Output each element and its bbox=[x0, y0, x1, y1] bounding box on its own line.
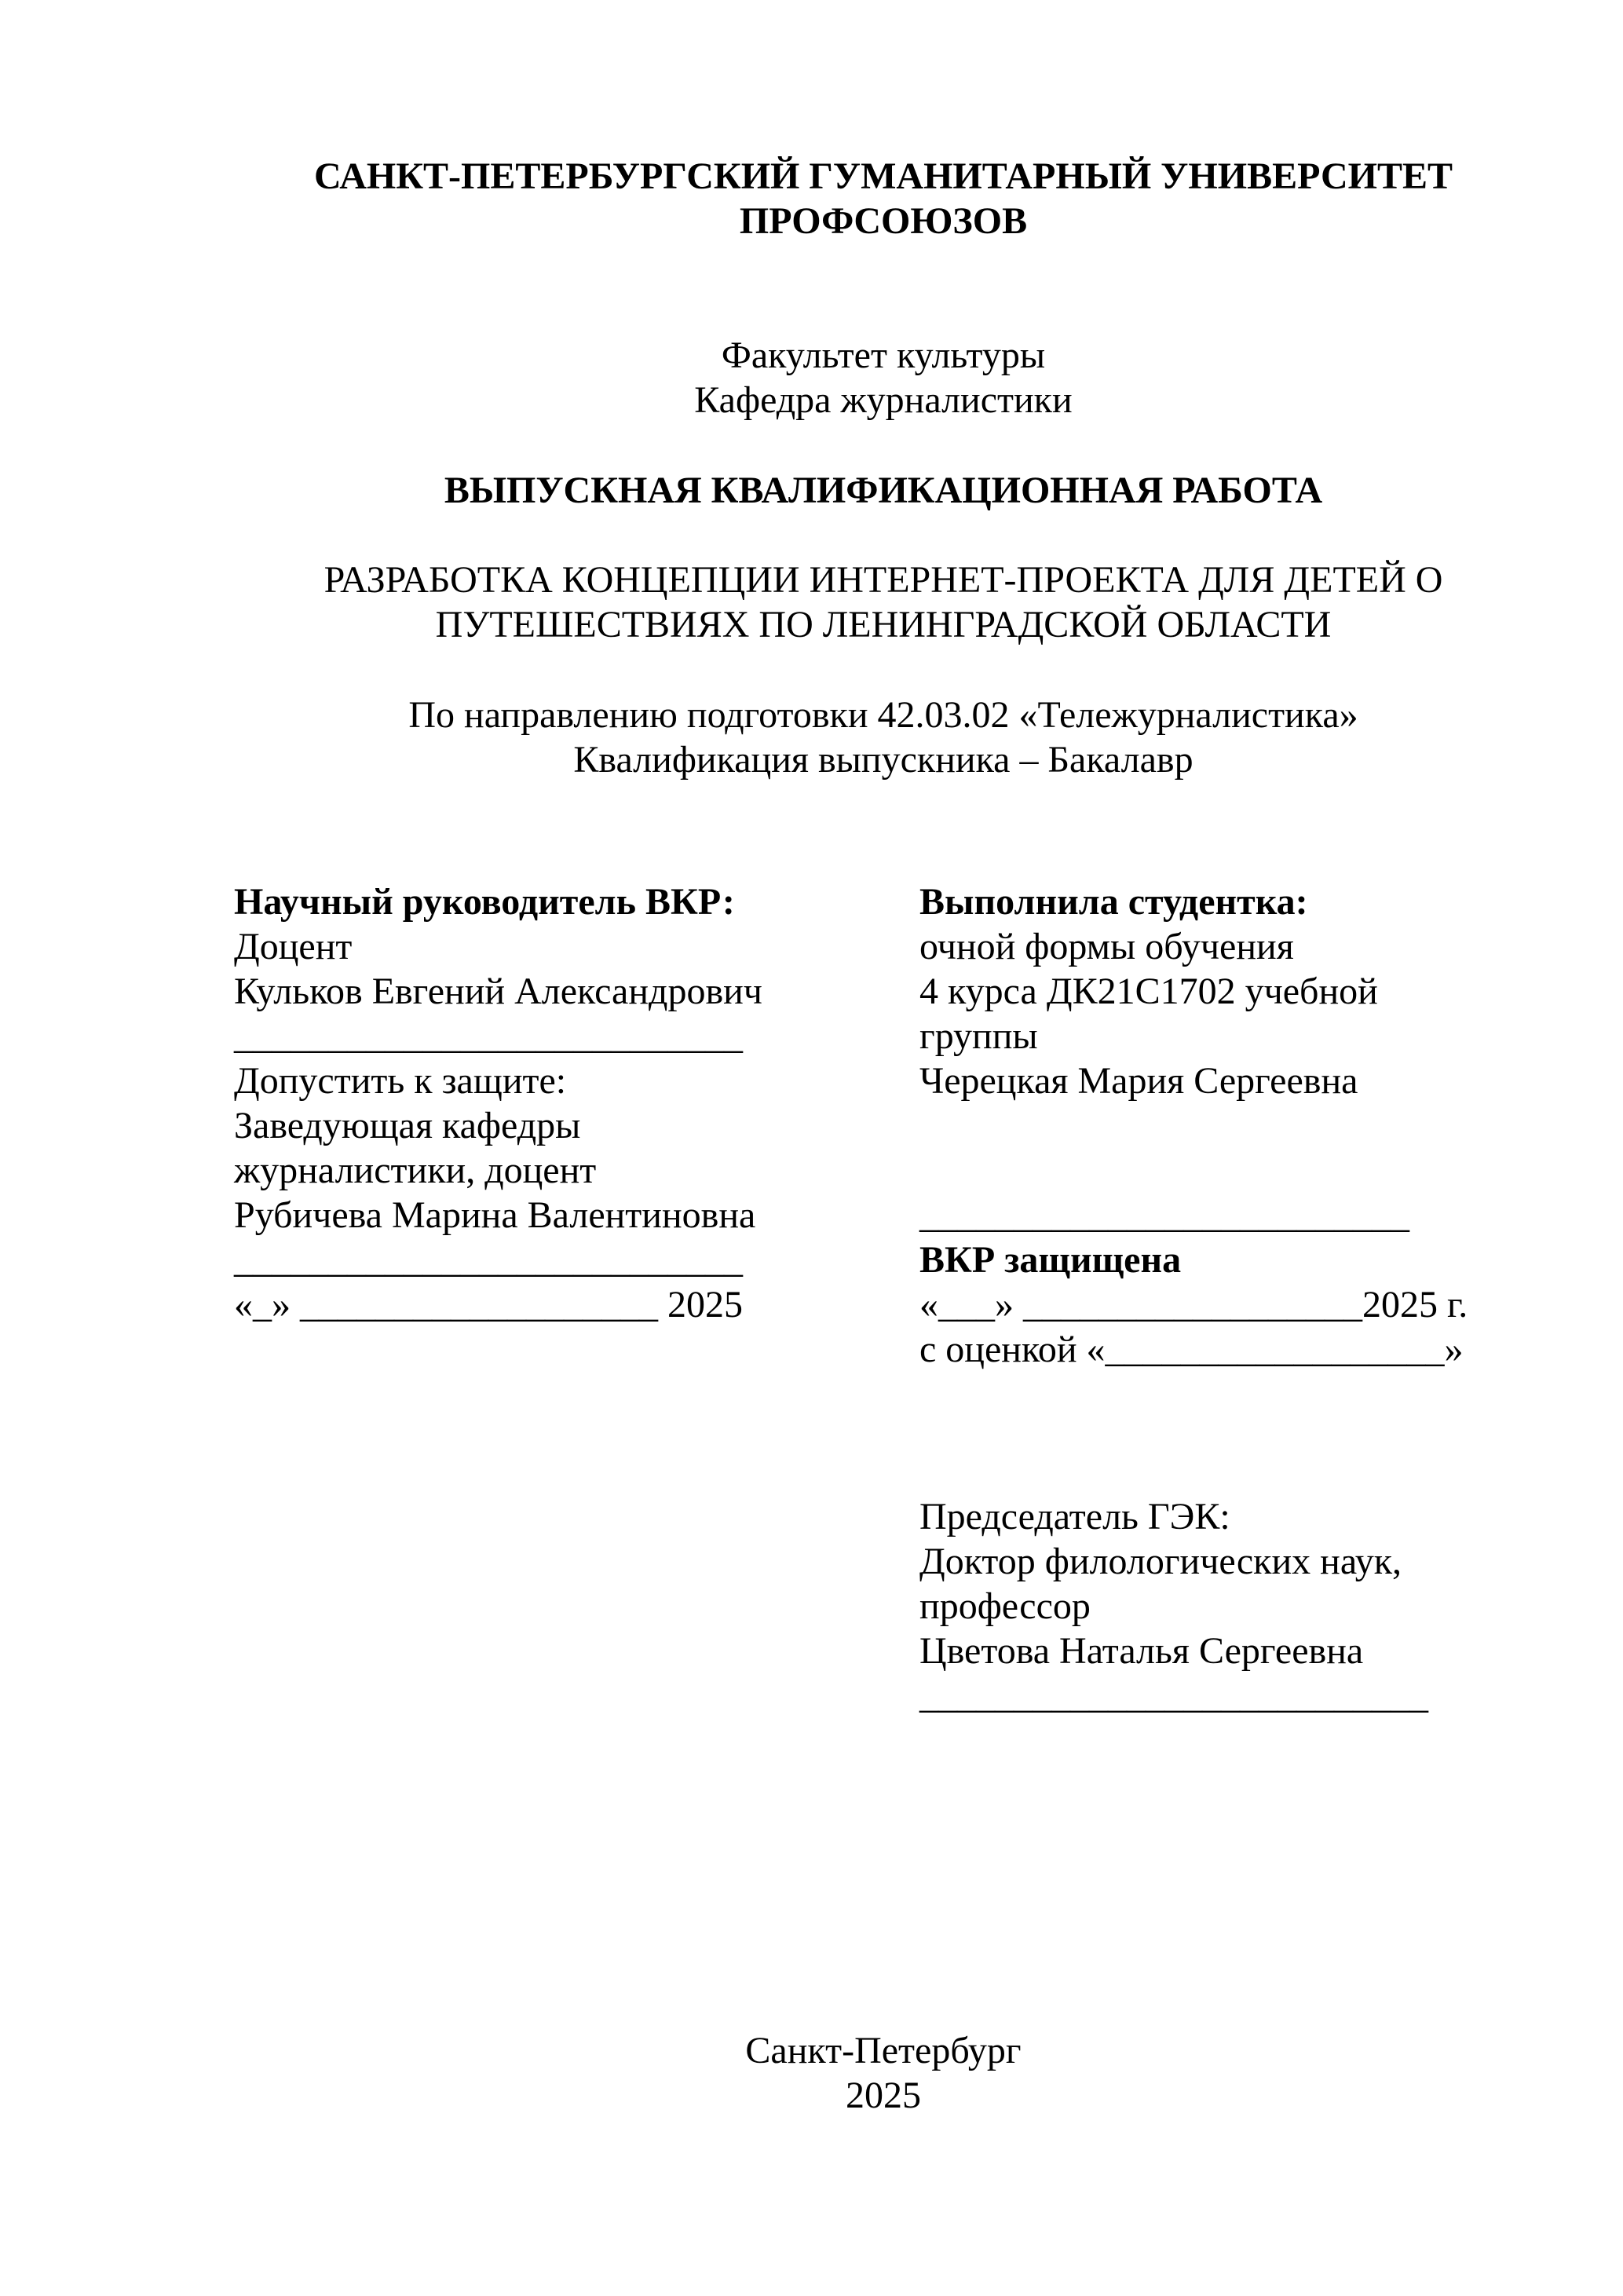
university-name-line2: ПРОФСОЮЗОВ bbox=[739, 200, 1028, 242]
direction-line: По направлению подготовки 42.03.02 «Тележурналистика» bbox=[408, 694, 1358, 736]
student-info-line1: очной формы обучения bbox=[919, 926, 1294, 967]
grade-line: с оценкой «__________________» bbox=[919, 1329, 1464, 1370]
faculty-block bbox=[234, 333, 1533, 422]
committee-label: Председатель ГЭК: bbox=[919, 1496, 1230, 1537]
admit-position-line1: Заведующая кафедры bbox=[234, 1105, 581, 1146]
admit-label: Допустить к защите: bbox=[234, 1060, 567, 1102]
work-type-line: ВЫПУСКНАЯ КВАЛИФИКАЦИОННАЯ РАБОТА bbox=[444, 470, 1323, 511]
student-signature-line: __________________________ bbox=[919, 1194, 1409, 1236]
qualification-line: Квалификация выпускника – Бакалавр bbox=[573, 739, 1193, 781]
university-name-line1: САНКТ-ПЕТЕРБУРГСКИЙ ГУМАНИТАРНЫЙ УНИВЕРСИТЕТ bbox=[313, 155, 1453, 197]
committee-block bbox=[919, 1494, 1548, 1718]
student-name: Черецкая Мария Сергеевна bbox=[919, 1060, 1358, 1102]
defended-label: ВКР защищена bbox=[919, 1239, 1182, 1281]
footer-year: 2025 bbox=[846, 2075, 921, 2116]
blank-line bbox=[919, 1103, 1548, 1148]
student-block bbox=[919, 879, 1548, 1372]
university-name bbox=[234, 154, 1533, 243]
admit-signature-line: ___________________________ bbox=[234, 1239, 743, 1281]
admit-date-line: «_» ___________________ 2025 bbox=[234, 1284, 743, 1325]
committee-signature-line: ___________________________ bbox=[919, 1675, 1428, 1717]
admit-position-line2: журналистики, доцент bbox=[234, 1150, 597, 1191]
student-label: Выполнила студентка: bbox=[919, 881, 1308, 923]
footer-city: Санкт-Петербург bbox=[745, 2030, 1022, 2071]
defended-date-line: «___» __________________2025 г. bbox=[919, 1284, 1468, 1325]
work-type-heading bbox=[234, 468, 1533, 513]
supervisor-position: Доцент bbox=[234, 926, 353, 967]
department-line: Кафедра журналистики bbox=[694, 379, 1073, 421]
supervisor-signature-line: ___________________________ bbox=[234, 1015, 743, 1057]
direction-block bbox=[234, 693, 1533, 782]
blank-line bbox=[919, 1148, 1548, 1193]
admit-name: Рубичева Марина Валентиновна bbox=[234, 1194, 756, 1236]
supervisor-label: Научный руководитель ВКР: bbox=[234, 881, 735, 923]
student-info-line2: 4 курса ДК21С1702 учебной bbox=[919, 971, 1378, 1012]
thesis-title-line2: ПУТЕШЕСТВИЯХ ПО ЛЕНИНГРАДСКОЙ ОБЛАСТИ bbox=[435, 604, 1332, 645]
thesis-title bbox=[234, 558, 1533, 647]
committee-name: Цветова Наталья Сергеевна bbox=[919, 1630, 1364, 1672]
supervisor-block bbox=[234, 879, 862, 1327]
student-info-line3: группы bbox=[919, 1015, 1038, 1057]
thesis-title-line1: РАЗРАБОТКА КОНЦЕПЦИИ ИНТЕРНЕТ-ПРОЕКТА ДЛЯ ДЕТЕЙ О bbox=[324, 559, 1443, 601]
footer-block bbox=[234, 2028, 1533, 2118]
committee-degree-line2: профессор bbox=[919, 1585, 1091, 1627]
faculty-line: Факультет культуры bbox=[721, 335, 1046, 376]
committee-degree-line1: Доктор филологических наук, bbox=[919, 1541, 1402, 1582]
supervisor-name: Кульков Евгений Александрович bbox=[234, 971, 762, 1012]
